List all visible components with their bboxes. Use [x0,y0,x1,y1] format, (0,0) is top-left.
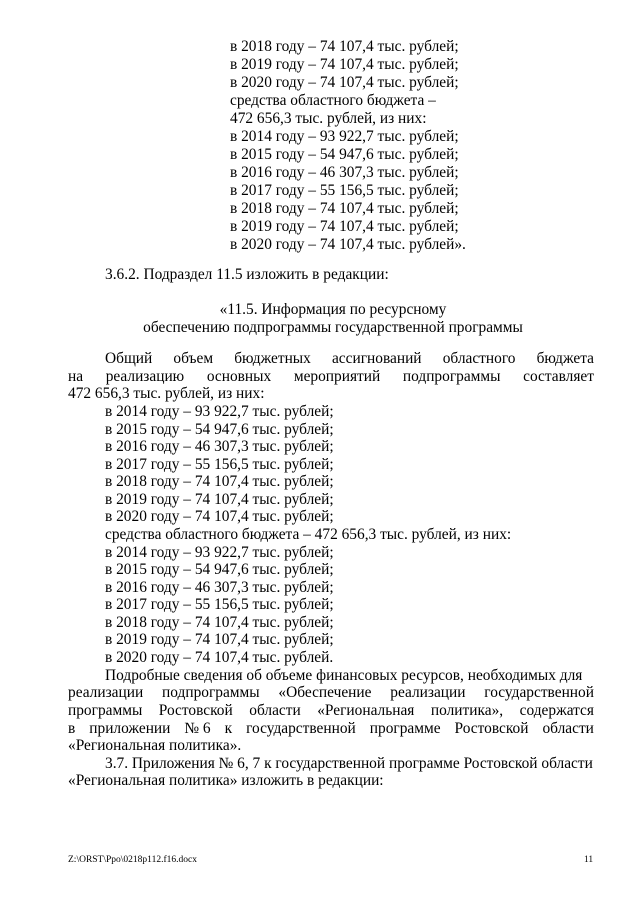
details-line-2: реализации подпрограммы «Обеспечение реализации государственной [68,684,594,701]
year-line: в 2015 году – 54 947,6 тыс. рублей; [105,561,334,578]
year-line: в 2020 году – 74 107,4 тыс. рублей; [105,508,334,525]
details-line-3: программы Ростовской области «Региональная политика», содержатся [68,702,594,719]
year-line: в 2018 году – 74 107,4 тыс. рублей; [105,473,334,490]
details-line-4: в приложении № 6 к государственной программе Ростовской области [68,720,594,737]
year-line: в 2019 году – 74 107,4 тыс. рублей; [105,631,334,648]
year-line: в 2015 году – 54 947,6 тыс. рублей; [105,421,334,438]
top-line: в 2019 году – 74 107,4 тыс. рублей; [230,56,459,73]
year-line: в 2016 году – 46 307,3 тыс. рублей; [105,579,334,596]
section-title-line: обеспечению подпрограммы государственной программы [143,319,523,336]
year-line: в 2017 году – 55 156,5 тыс. рублей; [105,596,334,613]
details-line-5: «Региональная политика». [68,737,242,754]
top-line: в 2017 году – 55 156,5 тыс. рублей; [230,182,459,199]
top-line: в 2019 году – 74 107,4 тыс. рублей; [230,218,459,235]
year-line: в 2016 году – 46 307,3 тыс. рублей; [105,438,334,455]
top-line: в 2014 году – 93 922,7 тыс. рублей; [230,128,459,145]
section-title-line: «11.5. Информация по ресурсному [219,301,447,318]
regional-budget-line: средства областного бюджета – 472 656,3 тыс. рублей, из них: [105,526,512,543]
details-line-1: Подробные сведения об объеме финансовых ресурсов, необходимых для [105,667,583,684]
top-line: 472 656,3 тыс. рублей, из них: [230,110,427,127]
page-number: 11 [584,855,594,865]
year-line: в 2017 году – 55 156,5 тыс. рублей; [105,456,334,473]
paragraph-37-line-2: «Региональная политика» изложить в редакции: [68,772,384,789]
year-line: в 2019 году – 74 107,4 тыс. рублей; [105,491,334,508]
top-line: средства областного бюджета – [230,92,436,109]
top-line: в 2016 году – 46 307,3 тыс. рублей; [230,164,459,181]
top-line: в 2020 году – 74 107,4 тыс. рублей; [230,74,459,91]
top-line: в 2015 году – 54 947,6 тыс. рублей; [230,146,459,163]
total-line-3: 472 656,3 тыс. рублей, из них: [68,385,265,402]
total-line-1: Общий объем бюджетных ассигнований областного бюджета [105,350,594,367]
total-line-2: на реализацию основных мероприятий подпрограммы составляет [68,368,594,385]
paragraph-37-line-1: 3.7. Приложения № 6, 7 к государственной программе Ростовской области [105,755,593,772]
year-line: в 2020 году – 74 107,4 тыс. рублей. [105,649,334,666]
year-line: в 2018 году – 74 107,4 тыс. рублей; [105,614,334,631]
year-line: в 2014 году – 93 922,7 тыс. рублей; [105,544,334,561]
footer-file-path: Z:\ORST\Ppo\0218p112.f16.docx [68,855,197,865]
top-line: в 2020 году – 74 107,4 тыс. рублей». [230,236,466,253]
top-line: в 2018 году – 74 107,4 тыс. рублей; [230,200,459,217]
year-line: в 2014 году – 93 922,7 тыс. рублей; [105,403,334,420]
top-line: в 2018 году – 74 107,4 тыс. рублей; [230,38,459,55]
paragraph-362: 3.6.2. Подраздел 11.5 изложить в редакции: [105,266,389,283]
